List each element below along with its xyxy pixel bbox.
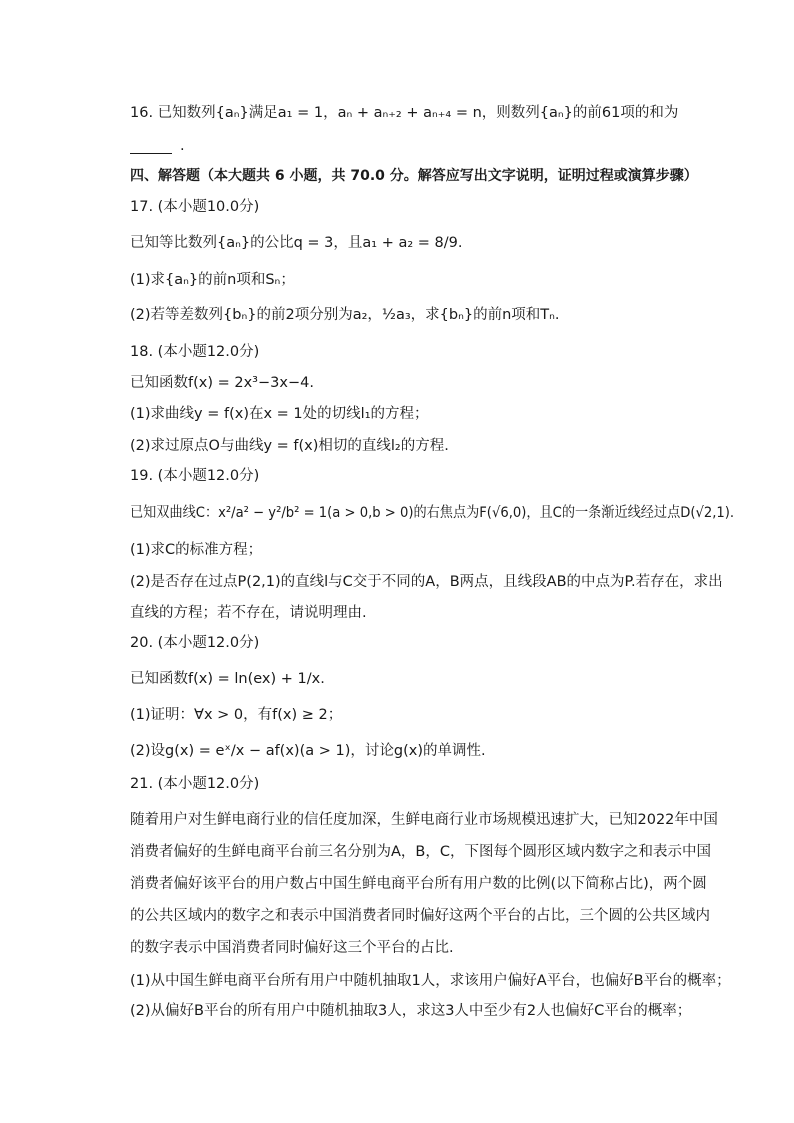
q21-line5: 的数字表示中国消费者同时偏好这三个平台的占比. [130, 940, 454, 956]
q17-part1: (1)求{aₙ}的前n项和Sₙ； [130, 272, 295, 288]
q20-stem: 已知函数f(x) = ln(ex) + 1/x. [130, 671, 325, 687]
q21-part2: (2)从偏好B平台的所有用户中随机抽取3人，求这3人中至少有2人也偏好C平台的概率； [130, 1003, 692, 1019]
q16-period: . [180, 138, 185, 154]
q20-part1: (1)证明：∀x > 0，有f(x) ≥ 2； [130, 707, 343, 723]
q19-part2-line1: (2)是否存在过点P(2,1)的直线l与C交于不同的A，B两点，且线段AB的中点为P.若存在，求出 [130, 574, 723, 590]
q19-stem: 已知双曲线C：x²/a² − y²/b² = 1(a > 0,b > 0)的右焦点为F(√6,0)，且C的一条渐近线经过点D(√2,1). [130, 505, 735, 521]
q17-heading: 17. (本小题10.0分) [130, 199, 260, 215]
q18-stem: 已知函数f(x) = 2x³−3x−4. [130, 375, 314, 391]
q21-heading: 21. (本小题12.0分) [130, 776, 260, 792]
q21-part1: (1)从中国生鲜电商平台所有用户中随机抽取1人，求该用户偏好A平台，也偏好B平台的概率； [130, 973, 731, 989]
q21-line2: 消费者偏好的生鲜电商平台前三名分别为A，B，C，下图每个圆形区域内数字之和表示中国 [130, 844, 711, 860]
q17-part2: (2)若等差数列{bₙ}的前2项分别为a₂，½a₃，求{bₙ}的前n项和Tₙ. [130, 307, 560, 323]
q20-heading: 20. (本小题12.0分) [130, 635, 260, 651]
q19-part1: (1)求C的标准方程； [130, 542, 263, 558]
q21-line3: 消费者偏好该平台的用户数占中国生鲜电商平台所有用户数的比例(以下简称占比)，两个圆 [130, 876, 707, 892]
q16-answer-blank [130, 153, 172, 154]
q21-line1: 随着用户对生鲜电商行业的信任度加深，生鲜电商行业市场规模迅速扩大，已知2022年中国 [130, 812, 718, 828]
section-title: 四、解答题（本大题共 6 小题，共 70.0 分。解答应写出文字说明，证明过程或演算步骤） [130, 168, 698, 184]
q18-part2: (2)求过原点O与曲线y = f(x)相切的直线l₂的方程. [130, 438, 449, 454]
q18-part1: (1)求曲线y = f(x)在x = 1处的切线l₁的方程； [130, 406, 429, 422]
q20-part2: (2)设g(x) = eˣ/x − af(x)(a > 1)，讨论g(x)的单调性. [130, 743, 486, 759]
q17-stem: 已知等比数列{aₙ}的公比q = 3，且a₁ + a₂ = 8/9. [130, 235, 463, 251]
q16-text: 16. 已知数列{aₙ}满足a₁ = 1，aₙ + aₙ₊₂ + aₙ₊₄ = n，则数列{aₙ}的前61项的和为 [130, 105, 679, 121]
q21-line4: 的公共区域内的数字之和表示中国消费者同时偏好这两个平台的占比，三个圆的公共区域内 [130, 908, 710, 924]
q18-heading: 18. (本小题12.0分) [130, 344, 260, 360]
q19-heading: 19. (本小题12.0分) [130, 468, 260, 484]
q19-part2-line2: 直线的方程；若不存在，请说明理由. [130, 605, 367, 621]
